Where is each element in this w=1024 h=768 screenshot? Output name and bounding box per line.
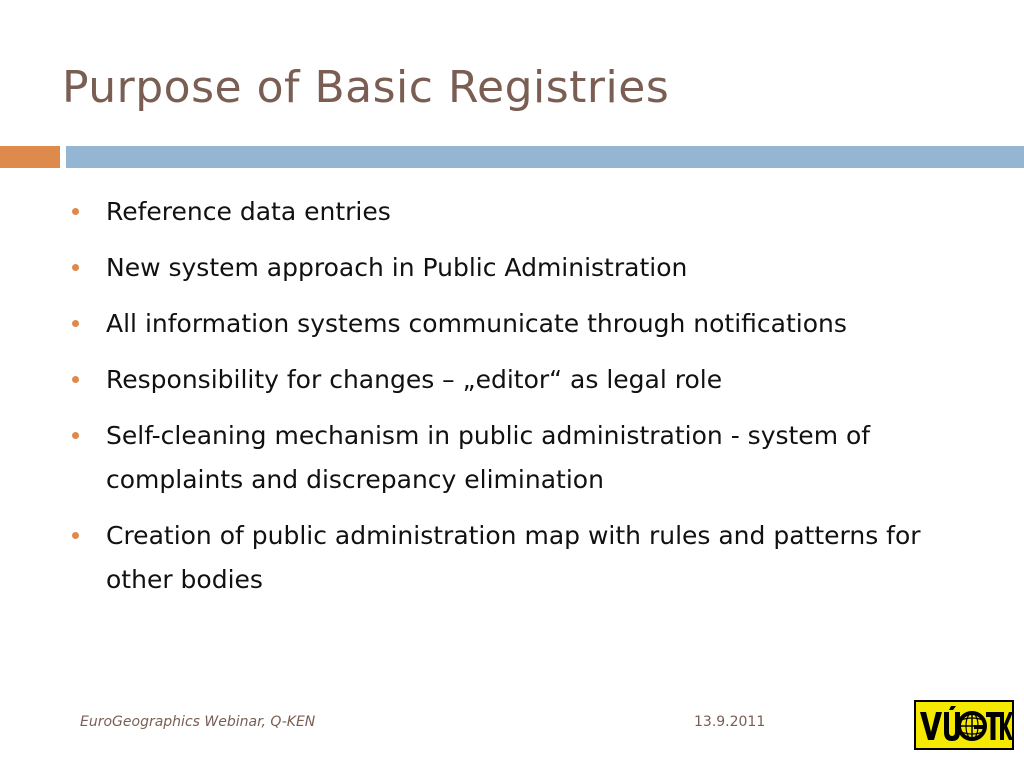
bullet-text: Responsibility for changes – „editor“ as legal role [106,365,723,394]
bullet-item [70,246,930,290]
vugtk-logo-icon [914,700,1014,750]
bullet-dot-icon [72,320,79,327]
footer-event: EuroGeographics Webinar, Q-KEN [80,714,316,730]
bullet-item [70,190,930,234]
bullet-item [70,302,930,346]
accent-bar-orange [0,146,60,168]
footer-date: 13.9.2011 [694,714,766,730]
bullet-dot-icon [72,432,79,439]
bullet-dot-icon [72,376,79,383]
bullet-text: New system approach in Public Administration [106,253,688,282]
bullet-item [70,358,930,402]
bullet-item [70,514,930,602]
bullet-text: All information systems communicate through notifications [106,309,847,338]
bullet-dot-icon [72,264,79,271]
bullet-text: Creation of public administration map with rules and patterns for other bodies [106,521,921,594]
bullet-list [70,190,930,614]
accent-bar-blue [66,146,1024,168]
bullet-dot-icon [72,208,79,215]
bullet-text: Self-cleaning mechanism in public administration - system of complaints and discrepancy elimination [106,421,871,494]
bullet-dot-icon [72,532,79,539]
bullet-text: Reference data entries [106,197,391,226]
bullet-item [70,414,930,502]
slide-title: Purpose of Basic Registries [62,62,670,113]
